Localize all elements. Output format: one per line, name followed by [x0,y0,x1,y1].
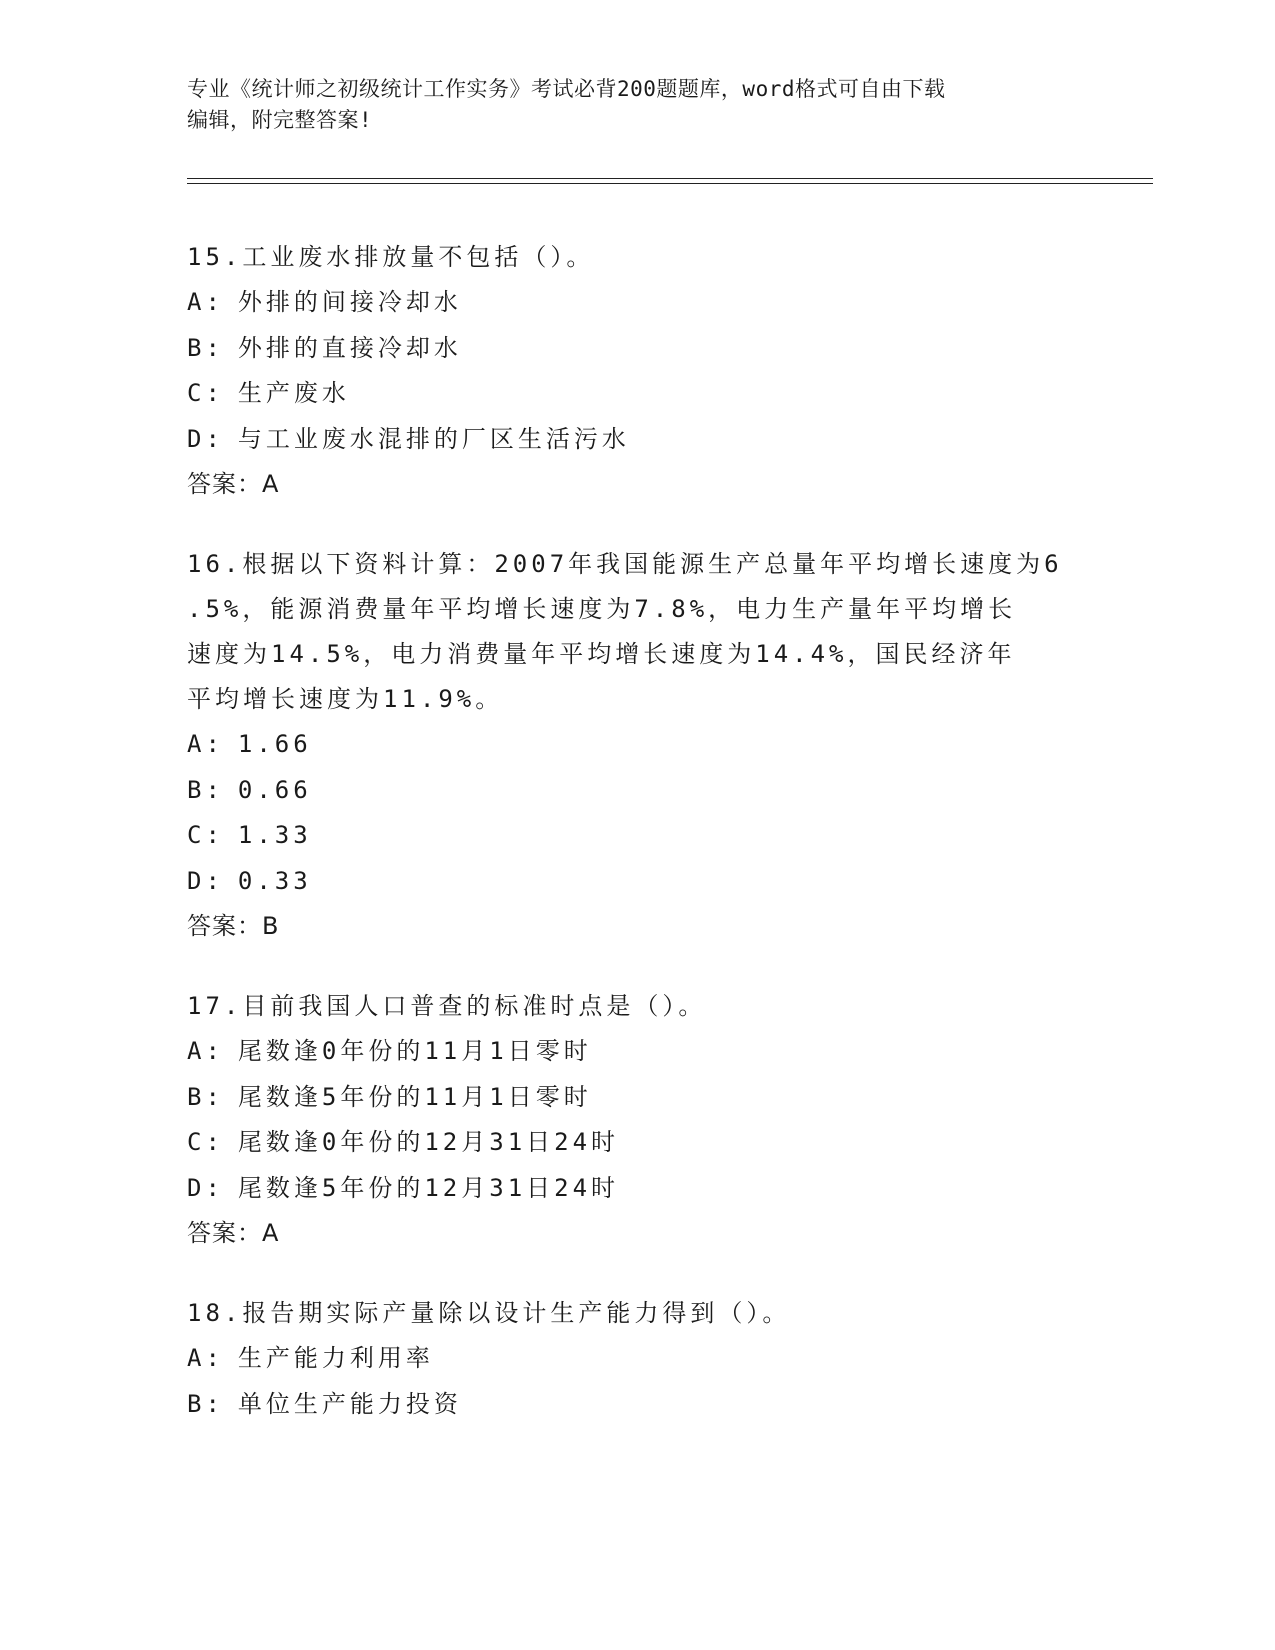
question-item [187,235,1087,507]
answer-option [187,280,1087,326]
question-stem-line: 18.报告期实际产量除以设计生产能力得到（）。 [187,1299,791,1327]
option-text: 1.66 [237,730,312,758]
answer-option [187,1336,1087,1382]
option-text: 生产能力利用率 [237,1344,434,1372]
question-item [187,1291,1087,1427]
answer-line [187,1211,1087,1256]
header-line-2: 编辑，附完整答案! [187,108,373,132]
question-stem-line: .5%，能源消费量年平均增长速度为7.8%，电力生产量年平均增长 [187,595,1017,623]
option-key: A: [187,730,224,758]
answer-option [187,722,1087,768]
answer-option [187,1029,1087,1075]
answer-option [187,813,1087,859]
answer-option [187,371,1087,417]
option-key: D: [187,1173,224,1202]
option-text: 与工业废水混排的厂区生活污水 [237,424,630,453]
answer-option [187,417,1087,463]
answer-option [187,326,1087,372]
option-text: 外排的间接冷却水 [237,288,462,316]
document-header [187,74,1087,136]
question-stem-line: 速度为14.5%，电力消费量年平均增长速度为14.4%，国民经济年 [187,640,1016,668]
option-text: 0.66 [237,775,312,804]
question-list [187,235,1087,1462]
answer-line [187,462,1087,507]
option-text: 单位生产能力投资 [237,1389,462,1418]
answer-option [187,1075,1087,1121]
option-key: C: [187,1128,224,1156]
header-line-1: 专业《统计师之初级统计工作实务》考试必背200题题库，word格式可自由下载 [187,77,946,101]
answer-option [187,768,1087,814]
option-text: 外排的直接冷却水 [237,333,462,362]
option-text: 生产废水 [237,379,350,407]
option-text: 尾数逢5年份的12月31日24时 [237,1173,620,1202]
option-key: B: [187,1082,224,1111]
answer-value: A [262,1219,280,1247]
option-key: C: [187,821,224,849]
header-divider-bottom [187,183,1153,184]
question-item [187,542,1087,949]
option-key: A: [187,288,224,316]
option-key: A: [187,1344,224,1372]
option-key: B: [187,333,224,362]
question-item [187,984,1087,1256]
option-key: D: [187,866,224,895]
option-text: 尾数逢5年份的11月1日零时 [237,1082,592,1111]
answer-option [187,1382,1087,1428]
option-key: B: [187,775,224,804]
question-stem-line: 16.根据以下资料计算：2007年我国能源生产总量年平均增长速度为6 [187,550,1063,578]
answer-label: 答案： [187,912,262,940]
answer-option [187,859,1087,905]
answer-label: 答案： [187,470,262,498]
answer-option [187,1120,1087,1166]
header-divider-top [187,178,1153,179]
question-stem-line: 15.工业废水排放量不包括（）。 [187,243,595,271]
answer-value: A [262,470,280,498]
option-text: 1.33 [237,821,312,849]
answer-label: 答案： [187,1219,262,1247]
question-stem-line: 17.目前我国人口普查的标准时点是（）。 [187,992,707,1020]
option-text: 尾数逢0年份的11月1日零时 [237,1037,592,1065]
question-stem-line: 平均增长速度为11.9%。 [187,685,504,713]
answer-option [187,1166,1087,1212]
option-text: 尾数逢0年份的12月31日24时 [237,1128,620,1156]
option-key: D: [187,424,224,453]
option-key: C: [187,379,224,407]
option-key: A: [187,1037,224,1065]
answer-line [187,904,1087,949]
option-key: B: [187,1389,224,1418]
answer-value: B [262,912,280,940]
option-text: 0.33 [237,866,312,895]
